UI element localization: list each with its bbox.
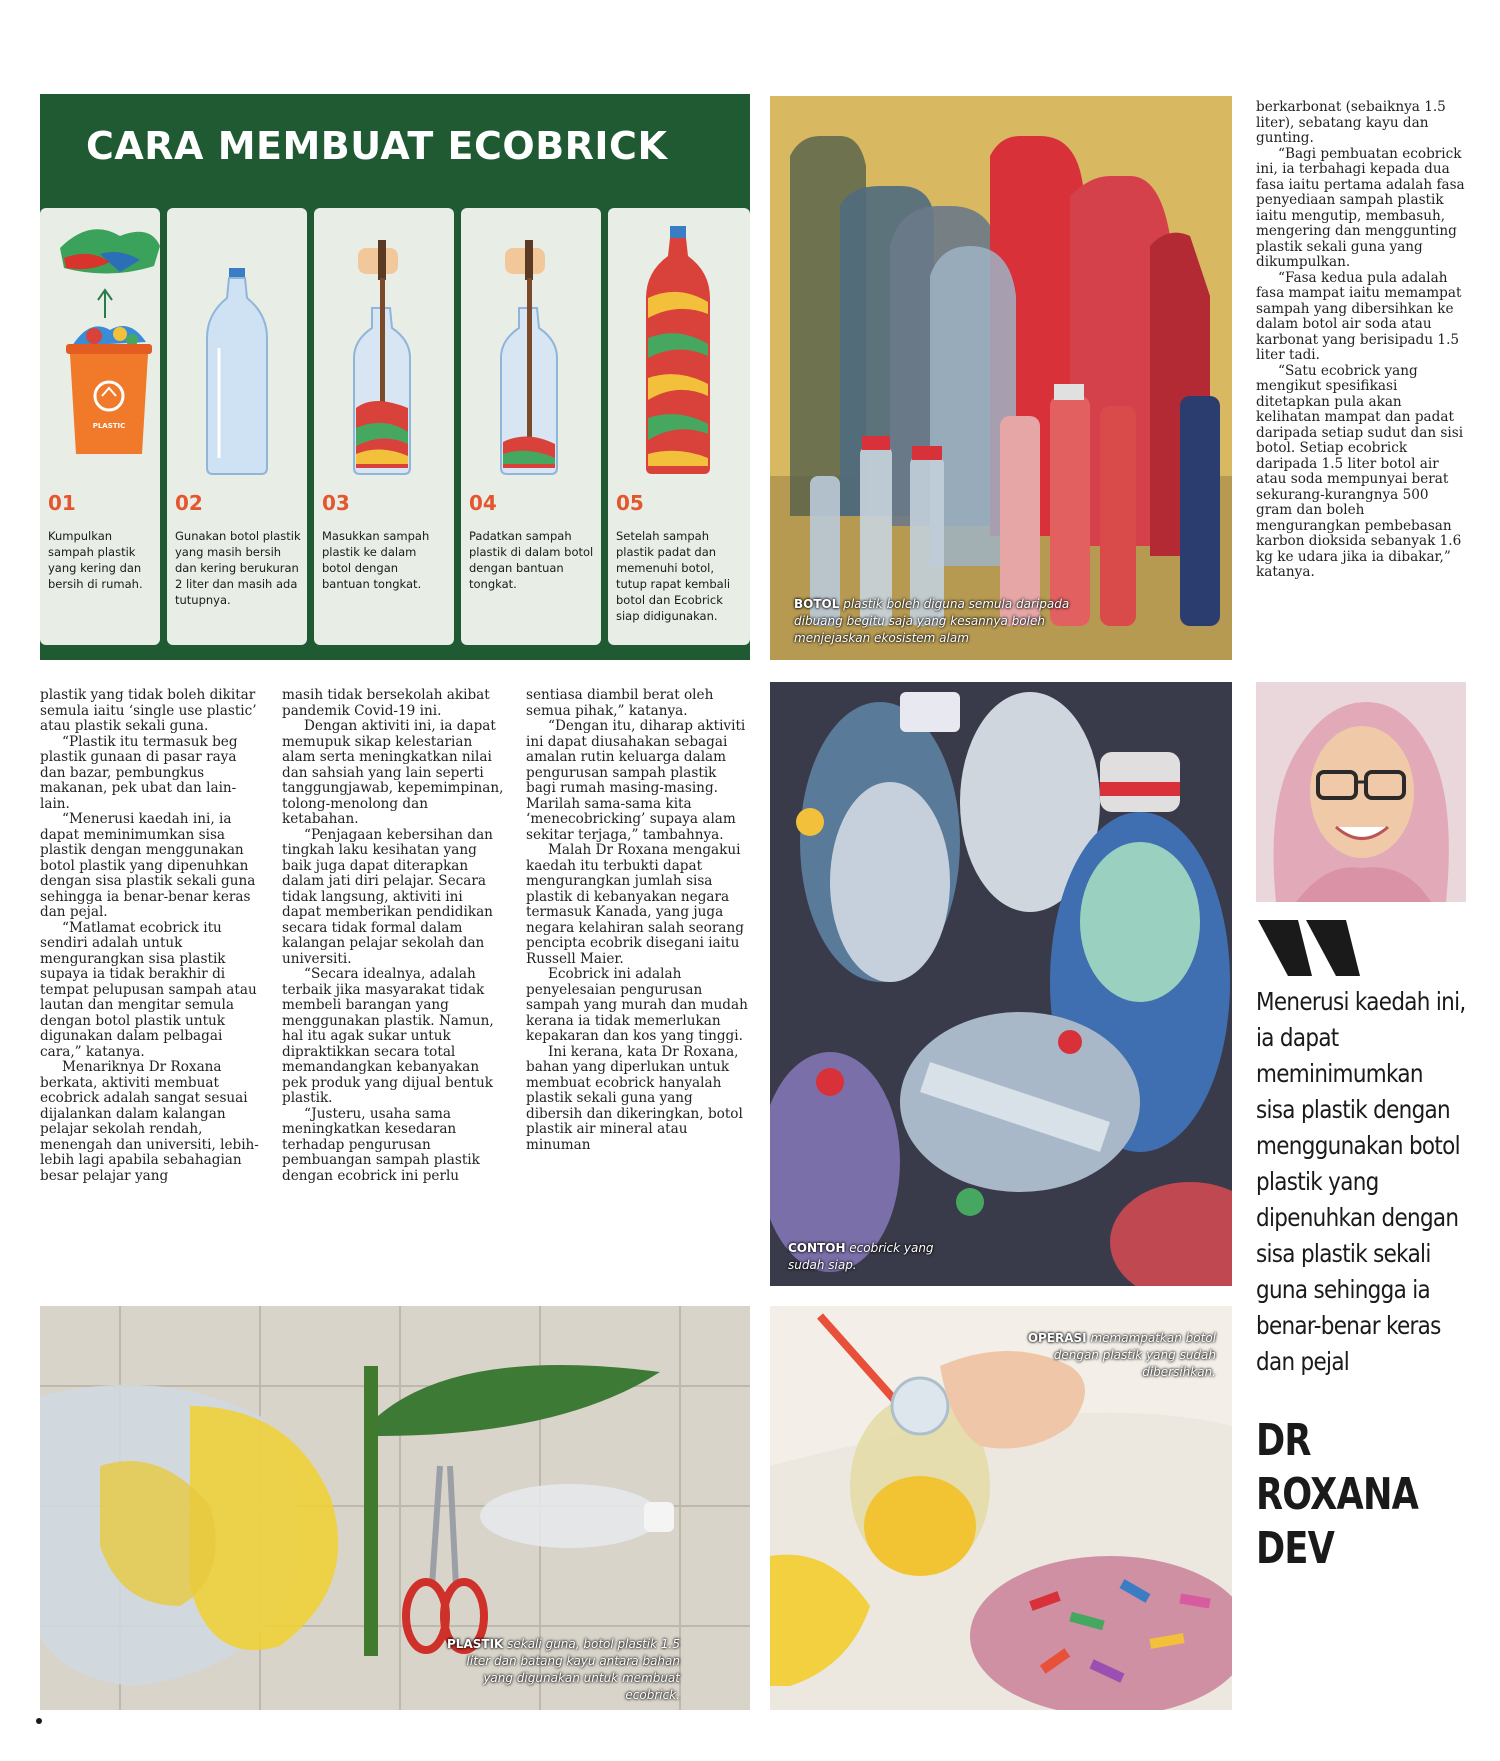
step-card-4	[461, 208, 601, 645]
plastic-bag-icon	[60, 229, 160, 273]
step-text: Masukkan sampah plastik ke dalam botol dengan bantuan tongkat.	[322, 529, 430, 591]
step-text: Setelah sampah plastik padat dan memenuhi botol, tutup rapat kembali botol dan Ecobrick siap didigunakan.	[616, 529, 731, 623]
step-number: 04	[469, 491, 497, 515]
step-text: Kumpulkan sampah plastik yang kering dan bersih di rumah.	[48, 529, 143, 591]
step-card-5	[608, 208, 750, 645]
step-number: 02	[175, 491, 203, 515]
infographic	[40, 94, 750, 660]
quote-mark-icon	[1258, 920, 1368, 976]
photo-materials	[40, 1306, 750, 1710]
page-dot	[36, 1718, 42, 1724]
photo-ecobricks	[770, 682, 1232, 1286]
article-column-1: plastik yang tidak boleh dikitar semula iaitu ‘single use plastic’ atau plastik sekali guna. “Plastik itu termasuk beg plastik gunaan di pasar raya dan bazar, pembungkus makanan, pek ubat dan lain-lain. “Menerusi kaedah ini, ia dapat meminimumkan sisa plastik dengan menggunakan botol plastik yang dipenuhkan dengan sisa plastik sekali guna sehingga ia benar-benar keras dan pejal. “Matlamat ecobrick itu sendiri adalah untuk mengurangkan sisa plastik supaya ia tidak berakhir di tempat pelupusan sampah atau lautan dan mengitar semula dengan botol plastik untuk digunakan dalam pelbagai cara,” katanya. Menariknya Dr Roxana berkata, aktiviti membuat ecobrick adalah sangat sesuai dijalankan dalam kalangan pelajar sekolah rendah, menengah dan universiti, lebih-lebih lagi apabila sebahagian besar pelajar yang	[40, 687, 259, 1184]
photo-plastic-bottles	[770, 96, 1232, 660]
hand-stick-icon	[461, 218, 601, 478]
step-text: Padatkan sampah plastik di dalam botol dengan bantuan tongkat.	[469, 529, 594, 591]
step-number: 01	[48, 491, 76, 515]
pull-quote-text: Menerusi kaedah ini, ia dapat meminimumkan sisa plastik dengan menggunakan botol plastik yang dipenuhkan dengan sisa plastik sekali guna sehingga ia benar-benar keras dan pejal	[1256, 987, 1466, 1376]
arrow-up-icon	[98, 290, 112, 318]
infographic-title: CARA MEMBUAT ECOBRICK	[86, 124, 668, 168]
step-number: 03	[322, 491, 350, 515]
article-column-2: masih tidak bersekolah akibat pandemik Covid-19 ini. Dengan aktiviti ini, ia dapat memupuk sikap kelestarian alam serta meningkatkan nilai dan sahsiah yang lain seperti tanggungjawab, kepemimpinan, tolong-menolong dan ketabahan. “Penjagaan kebersihan dan tingkah laku kesihatan yang baik juga dapat diterapkan dalam jati diri pelajar. Secara tidak langsung, aktiviti ini dapat memberikan pendidikan secara tidak formal dalam kalangan pelajar sekolah dan universiti. “Secara idealnya, adalah terbaik jika masyarakat tidak membeli barangan yang menggunakan plastik. Namun, hal itu agak sukar untuk dipraktikkan secara total memandangkan kebanyakan pek produk yang dijual bentuk plastik. “Justeru, usaha sama meningkatkan kesedaran terhadap pengurusan pembuangan sampah plastik dengan ecobrick ini perlu	[282, 687, 504, 1184]
photo-operation	[770, 1306, 1232, 1710]
article-column-3: sentiasa diambil berat oleh semua pihak,” katanya. “Dengan itu, diharap aktiviti ini dapat diusahakan sebagai amalan rutin keluarga dalam pengurusan sampah plastik bagi rumah masing-masing. Marilah sama-sama kita ‘menecobricking’ supaya alam sekitar terjaga,” tambahnya. Malah Dr Roxana mengakui kaedah itu terbukti dapat mengurangkan jumlah sisa plastik di kebanyakan negara termasuk Kanada, yang juga negara kelahiran salah seorang pencipta ecobrik disegani iaitu Russell Maier. Ecobrick ini adalah penyelesaian pengurusan sampah yang murah dan mudah kerana ia tidak memerlukan kepakaran dan kos yang tinggi. Ini kerana, kata Dr Roxana, bahan yang diperlukan untuk membuat ecobrick hanyalah plastik sekali guna yang dibersih dan dikeringkan, botol plastik air mineral atau minuman	[526, 687, 748, 1153]
bottle-icon	[167, 218, 307, 478]
step-card-2	[167, 208, 307, 645]
portrait-dr-roxana	[1256, 682, 1466, 902]
step-card-3	[314, 208, 454, 645]
article-column-right-top: berkarbonat (sebaiknya 1.5 liter), sebatang kayu dan gunting. “Bagi pembuatan ecobrick ini, ia terbahagi kepada dua fasa iaitu pertama adalah fasa penyediaan sampah plastik iaitu mengutip, membasuh, mengering dan menggunting plastik sekali guna yang dikumpulkan. “Fasa kedua pula adalah fasa mampat iaitu memampat sampah yang dibersihkan ke dalam botol air soda atau karbonat yang berisipadu 1.5 liter tadi. “Satu ecobrick yang mengikut spesifikasi ditetapkan pula akan kelihatan mampat dan padat daripada setiap sudut dan sisi botol. Setiap ecobrick daripada 1.5 liter botol air atau soda mempunyai berat sekurang-kurangnya 500 gram dan boleh mengurangkan pembebasan karbon dioksida sebanyak 1.6 kg ke udara jika ia dibakar,” katanya.	[1256, 99, 1465, 580]
caption-materials: PLASTIK sekali guna, botol plastik 1.5 liter dan batang kayu antara bahan yang digunakan untuk membuat ecobrick.	[447, 1637, 680, 1702]
step-card-1	[40, 208, 160, 645]
hand-stick-icon	[314, 218, 454, 478]
svg-text:PLASTIC: PLASTIC	[92, 422, 126, 430]
step-number: 05	[616, 491, 644, 515]
caption-operation: OPERASI memampatkan botol dengan plastik yang sudah dibersihkan.	[1027, 1331, 1216, 1379]
ecobrick-bottle-icon	[608, 218, 748, 478]
step-text: Gunakan botol plastik yang masih bersih dan kering berukuran 2 liter dan masih ada tutupnya.	[175, 529, 301, 607]
caption-bottles: BOTOL plastik boleh diguna semula daripada dibuang begitu saja yang kesannya boleh menjejaskan ekosistem alam	[794, 597, 1070, 645]
pull-quote-author: DR ROXANA DEV	[1256, 1415, 1419, 1574]
caption-ecobricks: CONTOH ecobrick yang sudah siap.	[788, 1241, 934, 1272]
recycle-bin-icon	[40, 218, 180, 478]
